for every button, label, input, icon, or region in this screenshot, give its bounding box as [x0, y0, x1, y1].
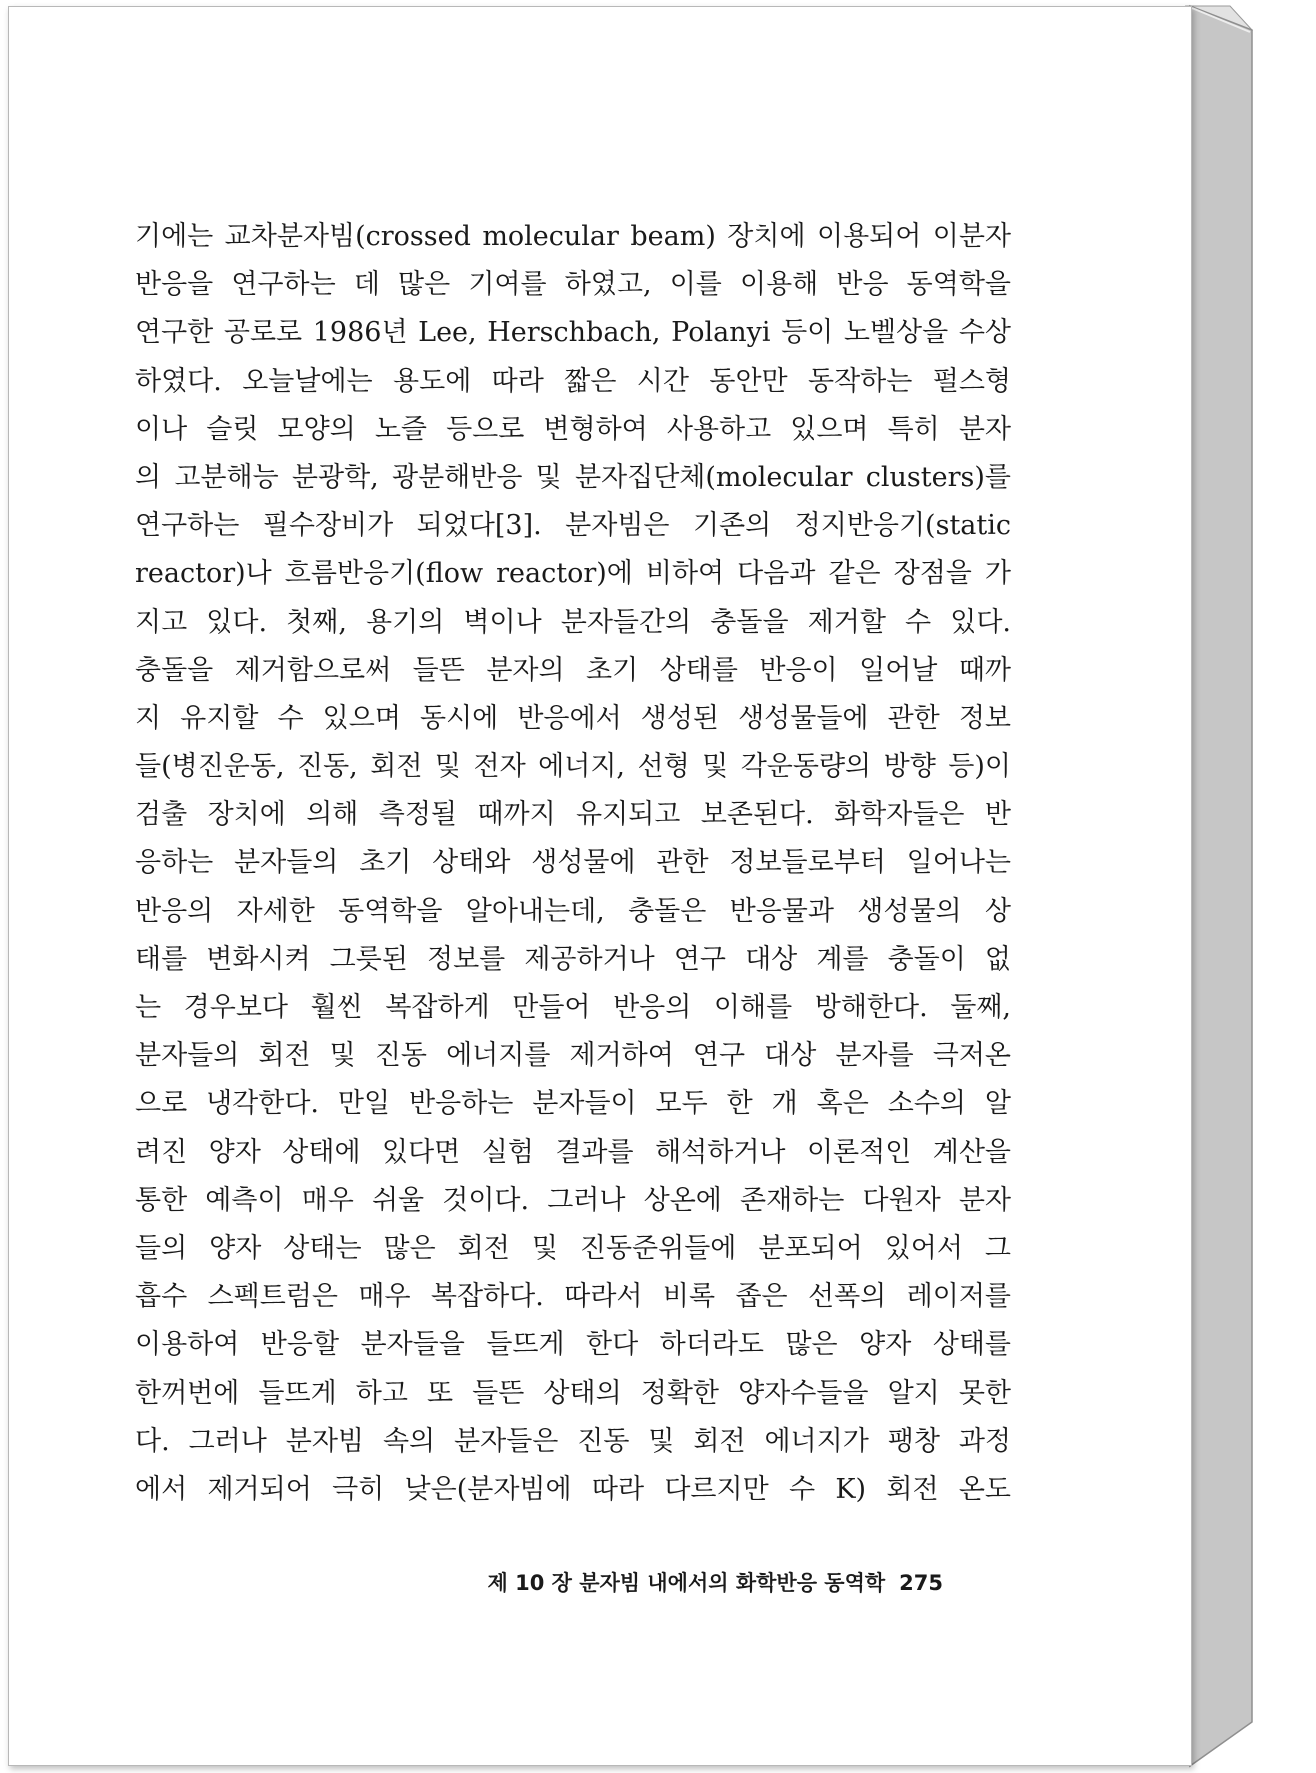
text-line: 의 고분해능 분광학, 광분해반응 및 분자집단체(molecular clusters)를 [135, 461, 1011, 493]
text-line: 려진 양자 상태에 있다면 실험 결과를 해석하거나 이론적인 계산을 [135, 1136, 1011, 1168]
book-page [8, 6, 1192, 1766]
text-line: 분자들의 회전 및 진동 에너지를 제거하여 연구 대상 분자를 극저온 [135, 1040, 1011, 1072]
text-line: 한꺼번에 들뜨게 하고 또 들뜬 상태의 정확한 양자수들을 알지 못한 [135, 1377, 1011, 1409]
text-line: reactor)나 흐름반응기(flow reactor)에 비하여 다음과 같은 장점을 가 [135, 558, 1011, 590]
page-number: 275 [899, 1571, 943, 1595]
text-line: 검출 장치에 의해 측정될 때까지 유지되고 보존된다. 화학자들은 반 [135, 799, 1011, 831]
text-line: 으로 냉각한다. 만일 반응하는 분자들이 모두 한 개 혹은 소수의 알 [135, 1088, 1011, 1120]
text-line: 반응의 자세한 동역학을 알아내는데, 충돌은 반응물과 생성물의 상 [135, 895, 1011, 927]
text-line: 지 유지할 수 있으며 동시에 반응에서 생성된 생성물들에 관한 정보 [135, 702, 1011, 734]
book-side-edge [1190, 6, 1252, 1766]
text-line: 반응을 연구하는 데 많은 기여를 하였고, 이를 이용해 반응 동역학을 [135, 269, 1011, 301]
text-line: 통한 예측이 매우 쉬울 것이다. 그러나 상온에 존재하는 다원자 분자 [135, 1184, 1011, 1216]
text-line: 태를 변화시켜 그릇된 정보를 제공하거나 연구 대상 계를 충돌이 없 [135, 943, 1011, 975]
body-text [135, 213, 1011, 1514]
text-line: 충돌을 제거함으로써 들뜬 분자의 초기 상태를 반응이 일어날 때까 [135, 654, 1011, 686]
text-line: 지고 있다. 첫째, 용기의 벽이나 분자들간의 충돌을 제거할 수 있다. [135, 606, 1011, 638]
text-line: 이용하여 반응할 분자들을 들뜨게 한다 하더라도 많은 양자 상태를 [135, 1329, 1011, 1361]
text-line: 흡수 스펙트럼은 매우 복잡하다. 따라서 비록 좁은 선폭의 레이저를 [135, 1281, 1011, 1313]
text-line: 들(병진운동, 진동, 회전 및 전자 에너지, 선형 및 각운동량의 방향 등)이 [135, 751, 1011, 783]
running-footer [487, 1567, 943, 1597]
text-line: 기에는 교차분자빔(crossed molecular beam) 장치에 이용되어 이분자 [135, 221, 1011, 252]
chapter-title: 제 10 장 분자빔 내에서의 화학반응 동역학 [487, 1571, 886, 1595]
text-line: 는 경우보다 훨씬 복잡하게 만들어 반응의 이해를 방해한다. 둘째, [135, 992, 1011, 1023]
text-line: 응하는 분자들의 초기 상태와 생성물에 관한 정보들로부터 일어나는 [135, 847, 1011, 879]
text-line: 연구하는 필수장비가 되었다[3]. 분자빔은 기존의 정지반응기(static [135, 510, 1011, 542]
text-line: 하였다. 오늘날에는 용도에 따라 짧은 시간 동안만 동작하는 펄스형 [135, 365, 1011, 397]
text-line: 이나 슬릿 모양의 노즐 등으로 변형하여 사용하고 있으며 특히 분자 [135, 413, 1011, 445]
text-line: 다. 그러나 분자빔 속의 분자들은 진동 및 회전 에너지가 팽창 과정 [135, 1425, 1011, 1457]
text-line: 연구한 공로로 1986년 Lee, Herschbach, Polanyi 등이 노벨상을 수상 [135, 317, 1011, 349]
text-line: 들의 양자 상태는 많은 회전 및 진동준위들에 분포되어 있어서 그 [135, 1232, 1011, 1264]
text-line: 에서 제거되어 극히 낮은(분자빔에 따라 다르지만 수 K) 회전 온도 [135, 1473, 1011, 1505]
